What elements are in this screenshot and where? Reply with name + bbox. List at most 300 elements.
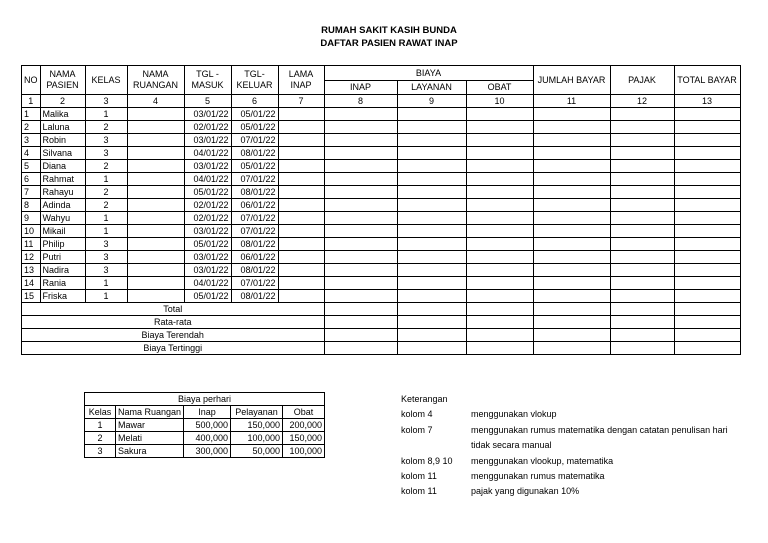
cell-kelas: 2 — [85, 199, 127, 212]
column-number: 11 — [533, 95, 610, 108]
cell-empty — [466, 225, 533, 238]
cell-empty — [674, 212, 740, 225]
cell-no: 5 — [22, 160, 41, 173]
notes-heading: Keterangan — [401, 394, 448, 404]
header-no: NO — [22, 66, 41, 95]
cell-empty — [397, 186, 466, 199]
cell-nama-ruangan — [127, 225, 184, 238]
cell-empty — [278, 264, 324, 277]
cell-tgl-keluar: 05/01/22 — [231, 108, 278, 121]
note-key: kolom 4 — [401, 409, 433, 420]
cell-empty — [278, 108, 324, 121]
cell-empty — [674, 329, 740, 342]
cell-empty — [466, 199, 533, 212]
column-number: 5 — [184, 95, 231, 108]
cell-empty — [610, 277, 674, 290]
rates-ruangan: Mawar — [116, 419, 184, 432]
cell-no: 10 — [22, 225, 41, 238]
column-number: 10 — [466, 95, 533, 108]
header-biaya-layanan: LAYANAN — [397, 81, 466, 95]
column-number: 4 — [127, 95, 184, 108]
cell-empty — [324, 134, 397, 147]
cell-empty — [324, 173, 397, 186]
cell-empty — [466, 277, 533, 290]
cell-kelas: 1 — [85, 173, 127, 186]
cell-empty — [674, 225, 740, 238]
cell-empty — [324, 277, 397, 290]
rates-obat: 200,000 — [283, 419, 325, 432]
cell-empty — [397, 342, 466, 355]
cell-empty — [466, 264, 533, 277]
cell-empty — [397, 121, 466, 134]
note-key: kolom 11 — [401, 486, 437, 497]
cell-empty — [533, 173, 610, 186]
cell-kelas: 3 — [85, 238, 127, 251]
cell-empty — [466, 290, 533, 303]
cell-empty — [533, 329, 610, 342]
cell-tgl-keluar: 06/01/22 — [231, 251, 278, 264]
cell-empty — [610, 134, 674, 147]
note-value: menggunakan rumus matematika — [471, 471, 605, 482]
cell-no: 1 — [22, 108, 41, 121]
cell-empty — [324, 251, 397, 264]
cell-empty — [324, 342, 397, 355]
cell-kelas: 2 — [85, 160, 127, 173]
patient-table — [21, 65, 741, 355]
cell-empty — [324, 108, 397, 121]
cell-empty — [533, 303, 610, 316]
column-number: 3 — [85, 95, 127, 108]
cell-kelas: 2 — [85, 186, 127, 199]
cell-nama-pasien: Rahmat — [40, 173, 85, 186]
cell-empty — [674, 316, 740, 329]
rates-ruangan: Melati — [116, 432, 184, 445]
cell-empty — [324, 316, 397, 329]
cell-empty — [278, 186, 324, 199]
cell-empty — [674, 134, 740, 147]
cell-empty — [278, 173, 324, 186]
cell-empty — [466, 121, 533, 134]
summary-label: Total — [22, 303, 325, 316]
summary-row — [22, 303, 741, 316]
cell-tgl-keluar: 08/01/22 — [231, 290, 278, 303]
cell-empty — [278, 199, 324, 212]
column-number-row — [22, 95, 741, 108]
cell-nama-ruangan — [127, 160, 184, 173]
cell-tgl-masuk: 02/01/22 — [184, 121, 231, 134]
cell-empty — [324, 290, 397, 303]
rates-ruangan: Sakura — [116, 445, 184, 458]
cell-tgl-masuk: 04/01/22 — [184, 147, 231, 160]
cell-tgl-keluar: 08/01/22 — [231, 238, 278, 251]
cell-empty — [324, 329, 397, 342]
cell-empty — [278, 238, 324, 251]
rates-row — [85, 432, 325, 445]
cell-tgl-masuk: 03/01/22 — [184, 225, 231, 238]
cell-empty — [466, 329, 533, 342]
rates-pelayanan: 50,000 — [231, 445, 283, 458]
note-value: tidak secara manual — [471, 440, 552, 451]
cell-nama-ruangan — [127, 121, 184, 134]
cell-empty — [324, 264, 397, 277]
cell-empty — [533, 264, 610, 277]
cell-empty — [674, 108, 740, 121]
cell-empty — [610, 147, 674, 160]
cell-empty — [397, 108, 466, 121]
cell-empty — [533, 212, 610, 225]
cell-nama-pasien: Rania — [40, 277, 85, 290]
cell-empty — [533, 186, 610, 199]
header-pajak: PAJAK — [610, 66, 674, 95]
cell-empty — [674, 264, 740, 277]
cell-nama-pasien: Robin — [40, 134, 85, 147]
cell-tgl-keluar: 07/01/22 — [231, 225, 278, 238]
cell-nama-pasien: Nadira — [40, 264, 85, 277]
cell-nama-ruangan — [127, 290, 184, 303]
cell-no: 7 — [22, 186, 41, 199]
cell-tgl-keluar: 07/01/22 — [231, 173, 278, 186]
cell-empty — [533, 316, 610, 329]
cell-empty — [610, 173, 674, 186]
cell-kelas: 3 — [85, 147, 127, 160]
cell-tgl-masuk: 03/01/22 — [184, 108, 231, 121]
cell-empty — [324, 238, 397, 251]
cell-empty — [466, 173, 533, 186]
cell-nama-pasien: Friska — [40, 290, 85, 303]
cell-empty — [466, 251, 533, 264]
cell-empty — [533, 134, 610, 147]
cell-empty — [610, 225, 674, 238]
summary-label: Biaya Terendah — [22, 329, 325, 342]
rates-pelayanan: 100,000 — [231, 432, 283, 445]
table-row — [22, 290, 741, 303]
summary-row — [22, 342, 741, 355]
cell-empty — [610, 251, 674, 264]
rates-header-obat: Obat — [283, 406, 325, 419]
cell-empty — [466, 160, 533, 173]
note-item — [401, 438, 728, 453]
cell-tgl-masuk: 04/01/22 — [184, 173, 231, 186]
cell-empty — [533, 199, 610, 212]
column-number: 12 — [610, 95, 674, 108]
header-biaya-inap: INAP — [324, 81, 397, 95]
cell-empty — [533, 251, 610, 264]
rates-header-ruangan: Nama Ruangan — [116, 406, 184, 419]
table-row — [22, 199, 741, 212]
cell-nama-pasien: Adinda — [40, 199, 85, 212]
rates-header-inap: Inap — [184, 406, 231, 419]
cell-empty — [533, 121, 610, 134]
cell-empty — [674, 238, 740, 251]
cell-empty — [324, 186, 397, 199]
cell-empty — [397, 264, 466, 277]
report-titles — [0, 24, 768, 50]
note-item — [401, 484, 728, 499]
rates-obat: 100,000 — [283, 445, 325, 458]
cell-tgl-masuk: 03/01/22 — [184, 251, 231, 264]
cell-nama-pasien: Laluna — [40, 121, 85, 134]
cell-tgl-keluar: 08/01/22 — [231, 147, 278, 160]
column-number: 13 — [674, 95, 740, 108]
cell-nama-ruangan — [127, 173, 184, 186]
cell-empty — [397, 173, 466, 186]
cell-nama-pasien: Rahayu — [40, 186, 85, 199]
cell-empty — [610, 238, 674, 251]
cell-empty — [397, 303, 466, 316]
report-subtitle: DAFTAR PASIEN RAWAT INAP — [320, 38, 458, 49]
cell-empty — [278, 212, 324, 225]
header-biaya: BIAYA — [324, 66, 533, 81]
rates-kelas: 3 — [85, 445, 116, 458]
cell-empty — [466, 212, 533, 225]
cell-empty — [278, 290, 324, 303]
note-value: pajak yang digunakan 10% — [471, 486, 580, 497]
cell-no: 4 — [22, 147, 41, 160]
cell-empty — [674, 121, 740, 134]
cell-tgl-keluar: 08/01/22 — [231, 186, 278, 199]
cell-nama-pasien: Putri — [40, 251, 85, 264]
cell-nama-ruangan — [127, 186, 184, 199]
cell-kelas: 3 — [85, 134, 127, 147]
table-row — [22, 147, 741, 160]
cell-empty — [397, 199, 466, 212]
cell-empty — [324, 225, 397, 238]
cell-empty — [324, 303, 397, 316]
cell-no: 13 — [22, 264, 41, 277]
rates-title: Biaya perhari — [85, 393, 325, 406]
header-jumlah-bayar: JUMLAH BAYAR — [533, 66, 610, 95]
table-row — [22, 251, 741, 264]
cell-empty — [278, 277, 324, 290]
summary-rows — [22, 303, 741, 355]
table-row — [22, 160, 741, 173]
table-row — [22, 108, 741, 121]
summary-row — [22, 329, 741, 342]
cell-nama-ruangan — [127, 147, 184, 160]
cell-nama-pasien: Silvana — [40, 147, 85, 160]
cell-tgl-masuk: 02/01/22 — [184, 212, 231, 225]
summary-row — [22, 316, 741, 329]
rates-kelas: 1 — [85, 419, 116, 432]
cell-nama-ruangan — [127, 277, 184, 290]
cell-tgl-masuk: 05/01/22 — [184, 290, 231, 303]
cell-empty — [278, 134, 324, 147]
cell-empty — [324, 199, 397, 212]
cell-empty — [466, 316, 533, 329]
cell-tgl-masuk: 04/01/22 — [184, 277, 231, 290]
cell-empty — [397, 212, 466, 225]
column-number: 8 — [324, 95, 397, 108]
cell-tgl-masuk: 05/01/22 — [184, 186, 231, 199]
cell-nama-pasien: Wahyu — [40, 212, 85, 225]
table-row — [22, 225, 741, 238]
cell-kelas: 3 — [85, 251, 127, 264]
note-key — [401, 438, 471, 453]
cell-empty — [278, 251, 324, 264]
summary-label: Biaya Tertinggi — [22, 342, 325, 355]
header-nama-pasien: NAMA PASIEN — [40, 66, 85, 95]
column-number: 1 — [22, 95, 41, 108]
cell-empty — [466, 134, 533, 147]
note-value: menggunakan vlookup, matematika — [471, 455, 614, 466]
cell-tgl-keluar: 07/01/22 — [231, 134, 278, 147]
cell-tgl-masuk: 03/01/22 — [184, 160, 231, 173]
note-item — [401, 407, 728, 422]
rates-inap: 400,000 — [184, 432, 231, 445]
cell-empty — [397, 251, 466, 264]
cell-kelas: 1 — [85, 225, 127, 238]
table-row — [22, 134, 741, 147]
cell-empty — [674, 199, 740, 212]
note-item — [401, 454, 728, 469]
cell-empty — [466, 186, 533, 199]
notes — [401, 392, 728, 500]
cell-tgl-masuk: 03/01/22 — [184, 134, 231, 147]
cell-nama-ruangan — [127, 238, 184, 251]
cell-nama-ruangan — [127, 251, 184, 264]
cell-nama-ruangan — [127, 134, 184, 147]
rates-header-pelayanan: Pelayanan — [231, 406, 283, 419]
report-title: RUMAH SAKIT KASIH BUNDA — [321, 25, 457, 36]
cell-kelas: 2 — [85, 121, 127, 134]
header-kelas: KELAS — [85, 66, 127, 95]
note-value: menggunakan vlokup — [471, 409, 557, 420]
cell-no: 11 — [22, 238, 41, 251]
cell-no: 8 — [22, 199, 41, 212]
rates-row — [85, 419, 325, 432]
cell-tgl-keluar: 07/01/22 — [231, 277, 278, 290]
cell-empty — [533, 290, 610, 303]
cell-tgl-masuk: 02/01/22 — [184, 199, 231, 212]
cell-empty — [610, 186, 674, 199]
cell-empty — [610, 160, 674, 173]
cell-empty — [674, 290, 740, 303]
table-row — [22, 264, 741, 277]
cell-empty — [278, 121, 324, 134]
note-key: kolom 8,9 10 — [401, 455, 453, 466]
cell-kelas: 3 — [85, 264, 127, 277]
cell-nama-pasien: Mikail — [40, 225, 85, 238]
cell-empty — [674, 277, 740, 290]
cell-no: 9 — [22, 212, 41, 225]
cell-empty — [466, 238, 533, 251]
column-number: 2 — [40, 95, 85, 108]
cell-empty — [278, 160, 324, 173]
cell-empty — [674, 186, 740, 199]
cell-nama-ruangan — [127, 108, 184, 121]
rates-inap: 500,000 — [184, 419, 231, 432]
rates-pelayanan: 150,000 — [231, 419, 283, 432]
note-value: menggunakan rumus matematika dengan catatan penulisan hari — [471, 424, 728, 435]
cell-empty — [466, 303, 533, 316]
cell-empty — [674, 173, 740, 186]
cell-empty — [610, 342, 674, 355]
rates-header-kelas: Kelas — [85, 406, 116, 419]
note-key: kolom 11 — [401, 471, 437, 482]
header-biaya-obat: OBAT — [466, 81, 533, 95]
cell-empty — [397, 329, 466, 342]
header-total-bayar: TOTAL BAYAR — [674, 66, 740, 95]
table-row — [22, 277, 741, 290]
rates-table — [84, 392, 325, 458]
rates-obat: 150,000 — [283, 432, 325, 445]
cell-empty — [324, 121, 397, 134]
cell-empty — [610, 108, 674, 121]
cell-kelas: 1 — [85, 212, 127, 225]
cell-empty — [610, 329, 674, 342]
cell-nama-pasien: Diana — [40, 160, 85, 173]
cell-empty — [674, 160, 740, 173]
cell-tgl-masuk: 03/01/22 — [184, 264, 231, 277]
cell-nama-pasien: Philip — [40, 238, 85, 251]
cell-kelas: 1 — [85, 277, 127, 290]
table-row — [22, 212, 741, 225]
cell-empty — [674, 303, 740, 316]
header-tgl-masuk: TGL - MASUK — [184, 66, 231, 95]
table-row — [22, 238, 741, 251]
cell-empty — [397, 277, 466, 290]
column-number: 9 — [397, 95, 466, 108]
cell-no: 12 — [22, 251, 41, 264]
cell-empty — [610, 303, 674, 316]
cell-nama-pasien: Malika — [40, 108, 85, 121]
summary-label: Rata-rata — [22, 316, 325, 329]
cell-empty — [610, 264, 674, 277]
cell-no: 6 — [22, 173, 41, 186]
rates-inap: 300,000 — [184, 445, 231, 458]
cell-empty — [278, 147, 324, 160]
cell-empty — [533, 160, 610, 173]
cell-empty — [533, 238, 610, 251]
cell-nama-ruangan — [127, 212, 184, 225]
cell-empty — [610, 121, 674, 134]
cell-empty — [324, 212, 397, 225]
table-row — [22, 173, 741, 186]
cell-empty — [397, 225, 466, 238]
cell-empty — [533, 225, 610, 238]
cell-kelas: 1 — [85, 290, 127, 303]
cell-empty — [397, 147, 466, 160]
cell-no: 15 — [22, 290, 41, 303]
cell-tgl-masuk: 05/01/22 — [184, 238, 231, 251]
cell-empty — [533, 147, 610, 160]
cell-empty — [533, 342, 610, 355]
cell-empty — [278, 225, 324, 238]
rates-kelas: 2 — [85, 432, 116, 445]
note-key: kolom 7 — [401, 424, 433, 435]
cell-empty — [674, 147, 740, 160]
cell-empty — [397, 316, 466, 329]
cell-empty — [324, 160, 397, 173]
cell-empty — [397, 134, 466, 147]
table-row — [22, 121, 741, 134]
cell-empty — [674, 251, 740, 264]
header-nama-ruangan: NAMA RUANGAN — [127, 66, 184, 95]
column-number: 7 — [278, 95, 324, 108]
cell-kelas: 1 — [85, 108, 127, 121]
note-item — [401, 469, 728, 484]
cell-no: 14 — [22, 277, 41, 290]
cell-tgl-keluar: 08/01/22 — [231, 264, 278, 277]
rates-row — [85, 445, 325, 458]
table-row — [22, 186, 741, 199]
cell-empty — [397, 160, 466, 173]
cell-empty — [397, 238, 466, 251]
cell-tgl-keluar: 05/01/22 — [231, 121, 278, 134]
note-item — [401, 423, 728, 438]
cell-empty — [674, 342, 740, 355]
cell-empty — [610, 316, 674, 329]
